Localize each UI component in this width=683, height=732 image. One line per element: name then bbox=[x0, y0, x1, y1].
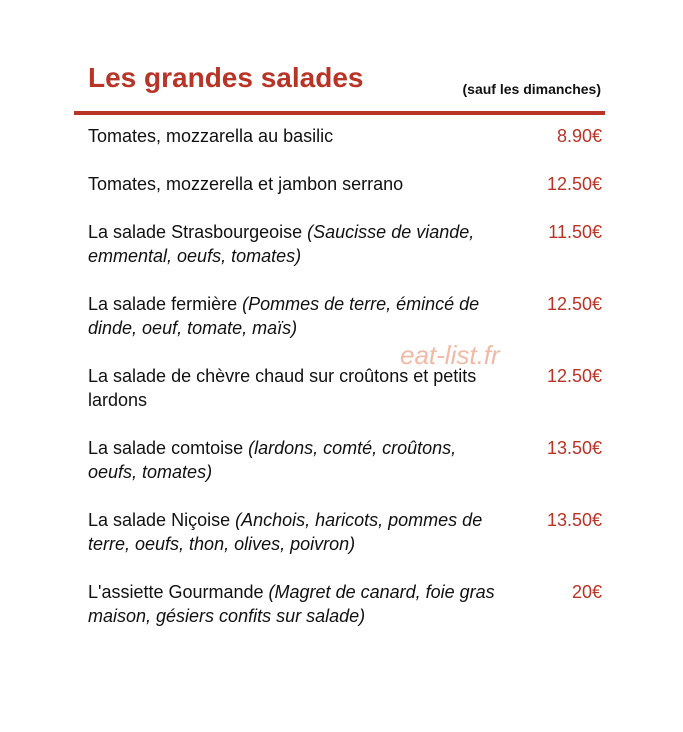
menu-item-text bbox=[88, 292, 508, 340]
menu-item-price: 13.50€ bbox=[546, 510, 602, 530]
title-divider bbox=[74, 111, 605, 115]
menu-item-text bbox=[88, 364, 508, 412]
menu-item-text bbox=[88, 580, 508, 628]
menu-item-text bbox=[88, 124, 508, 148]
menu-item-description: (Magret de canard, foie gras maison, gésiers confits sur salade) bbox=[88, 582, 495, 626]
menu-item bbox=[88, 220, 604, 292]
menu-item-name: L'assiette Gourmande bbox=[88, 582, 269, 602]
menu-item-name: Tomates, mozzarella au basilic bbox=[88, 126, 334, 146]
menu-item-text bbox=[88, 220, 508, 268]
menu-item-name: La salade fermière bbox=[88, 294, 243, 314]
menu-item bbox=[88, 172, 604, 220]
menu-item-text bbox=[88, 436, 508, 484]
menu-item bbox=[88, 436, 604, 508]
menu-item-price: 11.50€ bbox=[548, 222, 602, 242]
menu-item-text bbox=[88, 172, 508, 196]
menu-item bbox=[88, 508, 604, 580]
menu-item-price: 12.50€ bbox=[546, 294, 602, 314]
menu-item bbox=[88, 292, 604, 364]
menu-item-description: (Saucisse de viande, emmental, oeufs, tomates) bbox=[88, 222, 475, 266]
section-note: (sauf les dimanches) bbox=[462, 81, 601, 97]
watermark: eat-list.fr bbox=[400, 340, 500, 370]
menu-list bbox=[88, 124, 604, 652]
menu-item-description: (Pommes de terre, émincé de dinde, oeuf, tomate, maïs) bbox=[88, 294, 480, 338]
menu-item-description: (Anchois, haricots, pommes de terre, oeufs, thon, olives, poivron) bbox=[88, 510, 483, 554]
menu-item-name: Tomates, mozzerella et jambon serrano bbox=[88, 174, 404, 194]
section-header bbox=[88, 62, 603, 102]
menu-item-text bbox=[88, 508, 508, 556]
menu-item-name: La salade Strasbourgeoise bbox=[88, 222, 308, 242]
menu-item-price: 12.50€ bbox=[546, 174, 602, 194]
menu-item-price: 8.90€ bbox=[556, 126, 602, 146]
menu-item-name: La salade Niçoise bbox=[88, 510, 236, 530]
menu-item bbox=[88, 364, 604, 436]
menu-item-price: 20€ bbox=[571, 582, 602, 602]
menu-item-name: La salade comtoise bbox=[88, 438, 249, 458]
section-title: Les grandes salades bbox=[88, 62, 364, 93]
menu-item-price: 12.50€ bbox=[546, 366, 602, 386]
menu-item-description: (lardons, comté, croûtons, oeufs, tomates) bbox=[88, 438, 457, 482]
menu-item bbox=[88, 124, 604, 172]
menu-item bbox=[88, 580, 604, 652]
menu-item-price: 13.50€ bbox=[546, 438, 602, 458]
menu-item-name: La salade de chèvre chaud sur croûtons et petits lardons bbox=[88, 366, 477, 410]
